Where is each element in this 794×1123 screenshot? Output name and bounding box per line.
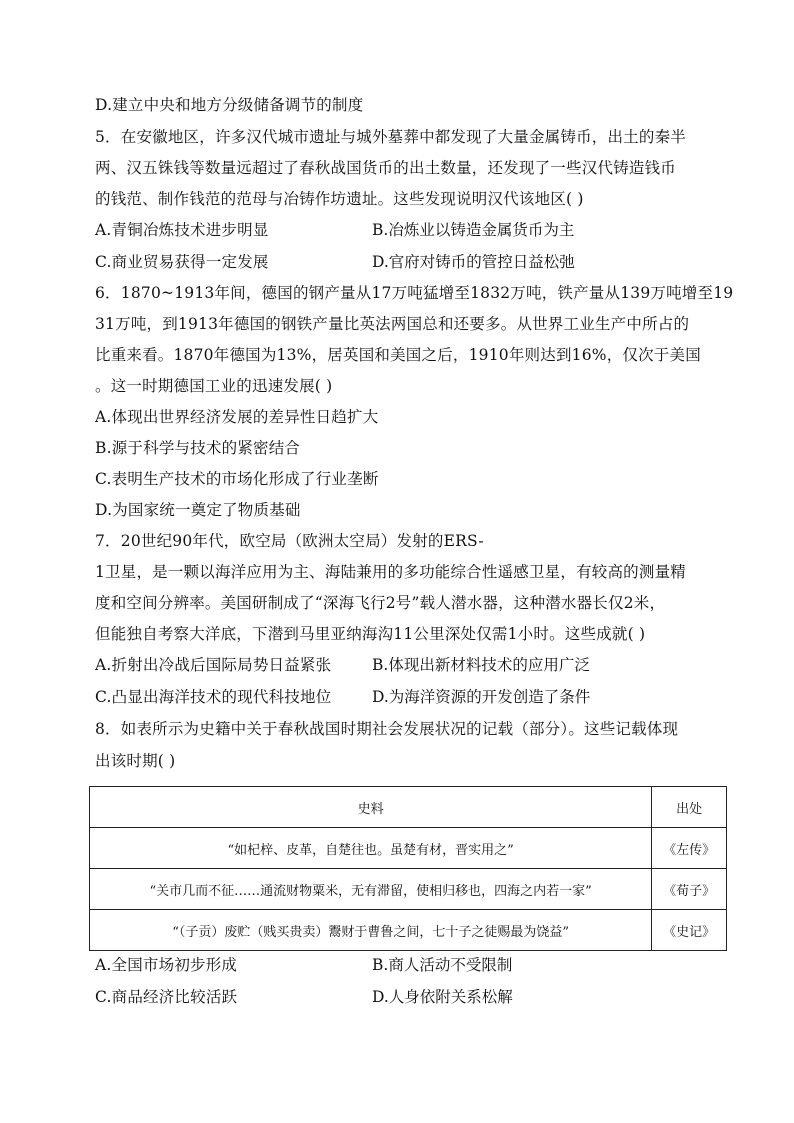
- table-cell-source: “（子贡）废贮（贱买贵卖）鬻财于曹鲁之间，七十子之徒赐最为饶益”: [90, 910, 652, 951]
- q7-option-a: A.折射出冷战后国际局势日益紧张: [95, 656, 332, 674]
- q5-option-b: B.冶炼业以铸造金属货币为主: [372, 221, 575, 239]
- q8-option-a: A.全国市场初步形成: [95, 956, 238, 974]
- q7-option-c: C.凸显出海洋技术的现代科技地位: [95, 688, 332, 706]
- table-row: [90, 869, 727, 910]
- q7-option-d: D.为海洋资源的开发创造了条件: [372, 688, 591, 706]
- table-cell-origin: 《史记》: [652, 910, 727, 951]
- table-row: [90, 828, 727, 869]
- q6-stem-line-3: 比重来看。1870年德国为13%，居英国和美国之后，1910年则达到16%，仅次于美国: [95, 346, 701, 364]
- q6-stem-line-1: 6．1870~1913年间，德国的钢产量从17万吨猛增至1832万吨，铁产量从139万吨增至19: [95, 284, 734, 302]
- q7-stem-line-2: 1卫星，是一颗以海洋应用为主、海陆兼用的多功能综合性遥感卫星，有较高的测量精: [95, 563, 686, 581]
- q6-option-a: A.体现出世界经济发展的差异性日趋扩大: [95, 408, 379, 426]
- table-header-origin: 出处: [652, 787, 727, 828]
- q5-stem-line-3: 的钱范、制作钱范的范母与冶铸作坊遗址。这些发现说明汉代该地区( ): [95, 190, 584, 208]
- q8-stem-line-1: 8．如表所示为史籍中关于春秋战国时期社会发展状况的记载（部分）。这些记载体现: [95, 720, 679, 738]
- q7-stem-line-1: 7．20世纪90年代，欧空局（欧洲太空局）发射的ERS-: [95, 532, 484, 550]
- q8-option-d: D.人身依附关系松解: [372, 988, 513, 1006]
- q5-option-d: D.官府对铸币的管控日益松弛: [372, 253, 575, 271]
- table-cell-origin: 《荀子》: [652, 869, 727, 910]
- q4-option-d: D.建立中央和地方分级储备调节的制度: [95, 96, 364, 114]
- q5-option-c: C.商业贸易获得一定发展: [95, 253, 269, 271]
- q6-stem-line-2: 31万吨，到1913年德国的钢铁产量比英法两国总和还要多。从世界工业生产中所占的: [95, 315, 690, 333]
- q8-option-b: B.商人活动不受限制: [372, 956, 513, 974]
- q7-option-b: B.体现出新材料技术的应用广泛: [372, 656, 590, 674]
- table-cell-source: “关市几而不征……通流财物粟米，无有滞留，使相归移也，四海之内若一家”: [90, 869, 652, 910]
- table-row: [90, 910, 727, 951]
- q6-option-b: B.源于科学与技术的紧密结合: [95, 439, 301, 457]
- q5-stem-line-1: 5．在安徽地区，许多汉代城市遗址与城外墓葬中都发现了大量金属铸币，出土的秦半: [95, 128, 686, 146]
- source-table: [89, 786, 727, 951]
- table-cell-origin: 《左传》: [652, 828, 727, 869]
- q7-stem-line-3: 度和空间分辨率。美国研制成了“深海飞行2号”载人潜水器，这种潜水器长仅2米，: [95, 594, 666, 612]
- q6-option-c: C.表明生产技术的市场化形成了行业垄断: [95, 470, 379, 488]
- q5-option-a: A.青铜冶炼技术进步明显: [95, 221, 269, 239]
- table-header-source: 史料: [90, 787, 652, 828]
- q6-stem-line-4: 。这一时期德国工业的迅速发展( ): [95, 377, 333, 395]
- q8-stem-line-2: 出该时期( ): [95, 752, 176, 770]
- q7-stem-line-4: 但能独自考察大洋底，下潜到马里亚纳海沟11公里深处仅需1小时。这些成就( ): [95, 625, 646, 643]
- table-header-row: [90, 787, 727, 828]
- q8-option-c: C.商品经济比较活跃: [95, 988, 238, 1006]
- table-cell-source: “如杞梓、皮革，自楚往也。虽楚有材，晋实用之”: [90, 828, 652, 869]
- q5-stem-line-2: 两、汉五铢钱等数量远超过了春秋战国货币的出土数量，还发现了一些汉代铸造钱币: [95, 159, 676, 177]
- q6-option-d: D.为国家统一奠定了物质基础: [95, 501, 301, 519]
